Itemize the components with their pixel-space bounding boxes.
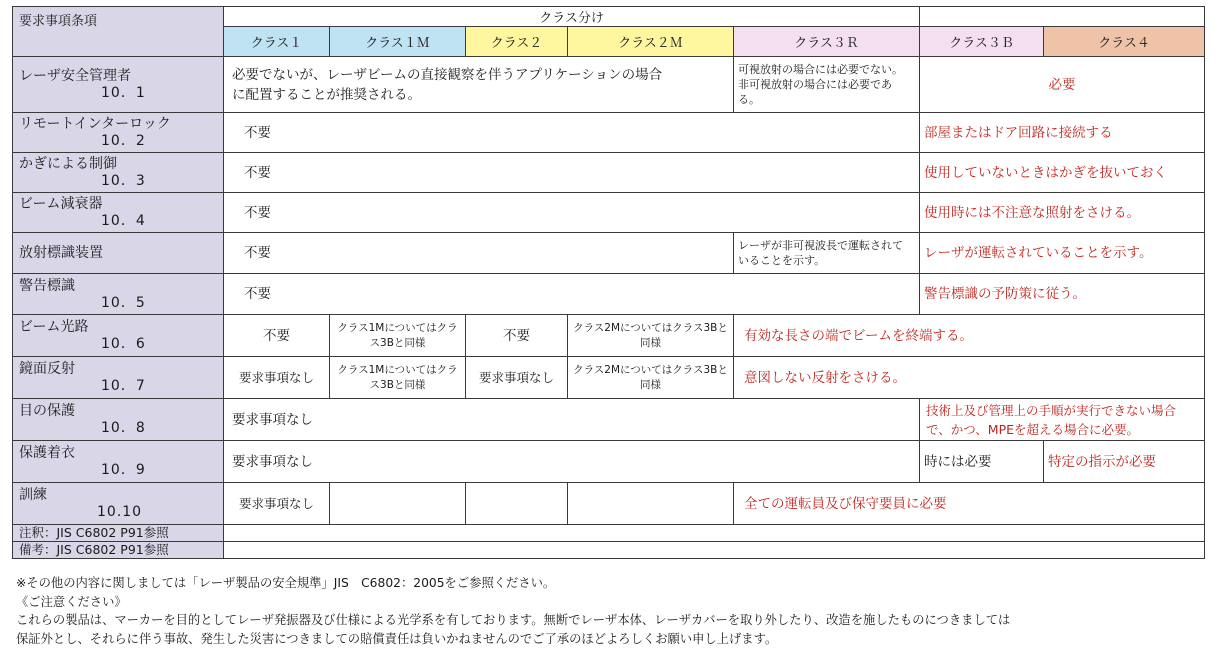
item-number: 10．6: [101, 336, 146, 352]
none-text: 要求事項なし: [224, 441, 920, 483]
none-text: 要求事項なし: [224, 399, 920, 441]
class-2-label: クラス２: [466, 27, 568, 57]
class-1-text: 不要: [224, 315, 330, 357]
row-beam-path: [13, 315, 1205, 357]
none-text: 不要: [224, 233, 734, 274]
class-4-text: 特定の指示が必要: [1044, 441, 1205, 483]
class-1-label: クラス１: [224, 27, 330, 57]
class-2-text: 不要: [466, 315, 568, 357]
class-3r-4-text: 有効な長さの端でビームを終端する。: [734, 315, 1205, 357]
class-2m-blank: [568, 483, 734, 525]
row-label-key-control: [13, 153, 224, 193]
footer-notes: [16, 574, 1212, 648]
class-3b-4-text: 部屋またはドア回路に接続する: [920, 113, 1205, 153]
remark-2-blank: [224, 542, 1205, 559]
class-3b-label: クラス３Ｂ: [920, 27, 1044, 57]
class-1m-text: クラス1Mについてはクラス3Bと同様: [330, 315, 466, 357]
remark-1-blank: [224, 525, 1205, 542]
class-4-label: クラス４: [1044, 27, 1205, 57]
footer-disclaimer-2: 保証外とし、それらに伴う事故、発生した災害につきましての賠償責任は負いかねませんのでご了承のほどよろしくお願い申し上げます。: [16, 631, 778, 646]
none-text: 不要: [224, 274, 920, 315]
none-text: 不要: [224, 113, 920, 153]
item-name: ビーム減衰器: [19, 196, 103, 212]
item-number: 10．2: [101, 133, 146, 149]
item-number: 10．8: [101, 420, 146, 436]
remark-row-1: [13, 525, 1205, 542]
row-label-protective-clothing: [13, 441, 224, 483]
row-label-emission-indicator: [13, 233, 224, 274]
item-number: 10．4: [101, 213, 146, 229]
class-1-text: 要求事項なし: [224, 483, 330, 525]
item-number: 10．7: [101, 378, 146, 394]
row-label-beam-path: [13, 315, 224, 357]
class-2-blank: [466, 483, 568, 525]
requirements-table: [12, 6, 1205, 559]
header-row: [13, 7, 1205, 27]
header-class-group: クラス分け: [224, 7, 920, 27]
row-training: [13, 483, 1205, 525]
none-text: 不要: [224, 153, 920, 193]
footer-caution-heading: 《ご注意ください》: [16, 594, 127, 609]
class-3b-4-text: 使用していないときはかぎを抜いておく: [920, 153, 1205, 193]
row-remote-interlock: [13, 113, 1205, 153]
item-number: 10．9: [101, 462, 146, 478]
class-1m-label: クラス１Ｍ: [330, 27, 466, 57]
item-name: 訓練: [19, 487, 47, 503]
none-text: 不要: [224, 193, 920, 233]
row-safety-officer: [13, 57, 1205, 113]
item-name: 放射標識装置: [19, 244, 103, 261]
class-3r-text: レーザが非可視波長で運転されていることを示す。: [734, 233, 920, 274]
header-title: 要求事項条項: [13, 7, 224, 57]
item-name: ビーム光路: [19, 319, 89, 335]
class-1-text: 要求事項なし: [224, 357, 330, 399]
footer-reference: ※その他の内容に関しましては「レーザ製品の安全規準」JIS C6802：2005をご参照ください。: [16, 576, 556, 590]
class-2-text: 要求事項なし: [466, 357, 568, 399]
header-blank: [920, 7, 1205, 27]
item-name: 目の保護: [19, 403, 75, 419]
item-name: 保護着衣: [19, 445, 75, 461]
class-1m-blank: [330, 483, 466, 525]
item-number: 10．1: [101, 85, 146, 101]
row-label-safety-officer: [13, 57, 224, 113]
item-name: 警告標識: [19, 277, 75, 294]
class-2m-text: クラス2Mについてはクラス3Bと同様: [568, 357, 734, 399]
class-3b-4-text: レーザが運転されていることを示す。: [920, 233, 1205, 274]
footer-disclaimer-1: これらの製品は、マーカーを目的としてレーザ発振器及び仕様による光学系を有しております。無断でレーザ本体、レーザカバーを取り外したり、改造を施したものにつきましては: [16, 613, 1011, 627]
laser-requirements-sheet: [12, 6, 1204, 568]
row-key-control: [13, 153, 1205, 193]
class-1m-text: クラス1Mについてはクラス3Bと同様: [330, 357, 466, 399]
row-beam-attenuator: [13, 193, 1205, 233]
item-number: 10．3: [101, 173, 146, 189]
row-label-eye-protection: [13, 399, 224, 441]
row-eye-protection: [13, 399, 1205, 441]
remark-row-2: [13, 542, 1205, 559]
class-3b-4-text: 必要: [920, 57, 1205, 113]
row-protective-clothing: [13, 441, 1205, 483]
row-label-beam-attenuator: [13, 193, 224, 233]
class-3b-4-text: 使用時には不注意な照射をさける。: [920, 193, 1205, 233]
class-2m-label: クラス２Ｍ: [568, 27, 734, 57]
remark-1: 注釈：JIS C6802 P91参照: [13, 525, 224, 542]
row-label-training: [13, 483, 224, 525]
row-label-remote-interlock: [13, 113, 224, 153]
class-3b-4-text: 技術上及び管理上の手順が実行できない場合で、かつ、MPEを超える場合に必要。: [920, 399, 1205, 441]
remark-2: 備考：JIS C6802 P91参照: [13, 542, 224, 559]
class-3b-4-text: 警告標識の予防策に従う。: [920, 274, 1205, 315]
item-number: 10.10: [97, 504, 143, 520]
row-specular-reflection: [13, 357, 1205, 399]
item-number: 10．5: [101, 294, 146, 311]
class-3r-text: 可視放射の場合には必要でない。非可視放射の場合には必要である。: [734, 57, 920, 113]
item-name: レーザ安全管理者: [19, 68, 131, 84]
row-emission-indicator: [13, 233, 1205, 274]
item-name: 鏡面反射: [19, 361, 75, 377]
row-warning-signs: [13, 274, 1205, 315]
class-2m-text: クラス2Mについてはクラス3Bと同様: [568, 315, 734, 357]
class-3b-text: 時には必要: [920, 441, 1044, 483]
item-name: かぎによる制御: [19, 156, 117, 172]
general-text: 必要でないが、レーザビームの直接観察を伴うアプリケーションの場合に配置することが推奨される。: [224, 57, 734, 113]
row-label-warning-signs: [13, 274, 224, 315]
class-3r-4-text: 全ての運転員及び保守要員に必要: [734, 483, 1205, 525]
item-name: リモートインターロック: [19, 116, 171, 132]
row-label-specular-reflection: [13, 357, 224, 399]
class-3r-label: クラス３Ｒ: [734, 27, 920, 57]
class-3r-4-text: 意図しない反射をさける。: [734, 357, 1205, 399]
